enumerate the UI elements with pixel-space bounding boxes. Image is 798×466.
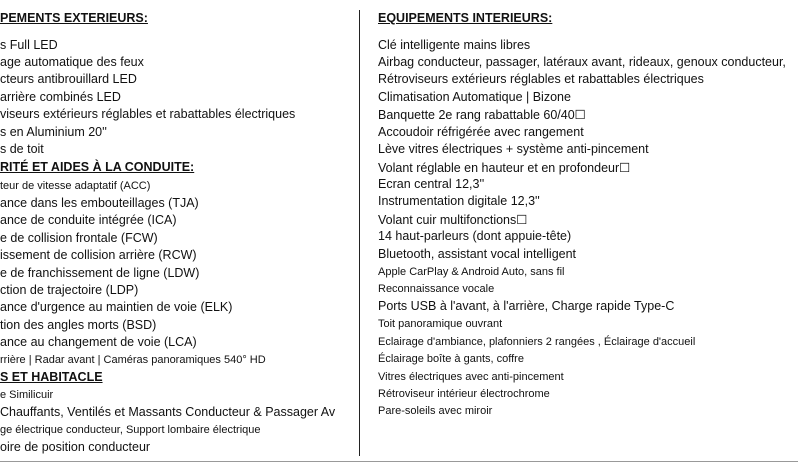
list-item: e de collision frontale (FCW) (0, 231, 158, 245)
list-item: rrière | Radar avant | Caméras panoramiques 540° HD (0, 354, 266, 366)
list-item: 14 haut-parleurs (dont appuie-tête) (378, 229, 572, 243)
list-item: Clé intelligente mains libres (378, 38, 531, 52)
list-item: age automatique des feux (0, 55, 144, 69)
list-item: Vitres électriques avec anti-pincement (378, 371, 564, 383)
list-item: e de franchissement de ligne (LDW) (0, 266, 200, 280)
list-item: ge électrique conducteur, Support lombaire électrique (0, 424, 261, 436)
list-item: Lève vitres électriques + système anti-pincement (378, 142, 649, 156)
list-item: Chauffants, Ventilés et Massants Conducteur & Passager Av (0, 405, 336, 419)
heading-exterior: PEMENTS EXTERIEURS: (0, 11, 148, 25)
list-item: ance de conduite intégrée (ICA) (0, 213, 177, 227)
list-item: Volant réglable en hauteur et en profondeur☐ (378, 161, 631, 175)
list-item: viseurs extérieurs réglables et rabattables électriques (0, 107, 296, 121)
list-item: oire de position conducteur (0, 440, 151, 454)
list-item: Apple CarPlay & Android Auto, sans fil (378, 266, 565, 278)
list-item: ction de trajectoire (LDP) (0, 283, 139, 297)
list-item: s de toit (0, 142, 44, 156)
list-item: Eclairage d'ambiance, plafonniers 2 rangées , Éclairage d'accueil (378, 336, 696, 348)
list-item: tion des angles morts (BSD) (0, 318, 157, 332)
heading-cabin: S ET HABITACLE (0, 370, 103, 384)
list-item: ance dans les embouteillages (TJA) (0, 196, 199, 210)
list-item: Airbag conducteur, passager, latéraux avant, rideaux, genoux conducteur, (378, 55, 786, 69)
heading-safety: RITÉ ET AIDES À LA CONDUITE: (0, 160, 195, 174)
column-divider (359, 10, 360, 456)
list-item: Banquette 2e rang rabattable 60/40☐ (378, 108, 586, 122)
list-item: Volant cuir multifonctions☐ (378, 213, 528, 227)
list-item: Rétroviseurs extérieurs réglables et rabattables électriques (378, 72, 704, 86)
list-item: Climatisation Automatique | Bizone (378, 90, 571, 104)
list-item: ance au changement de voie (LCA) (0, 335, 197, 349)
list-item: Accoudoir réfrigérée avec rangement (378, 125, 584, 139)
list-item: Ecran central 12,3'' (378, 177, 485, 191)
list-item: Bluetooth, assistant vocal intelligent (378, 247, 577, 261)
list-item: s en Aluminium 20'' (0, 125, 107, 139)
list-item: Instrumentation digitale 12,3'' (378, 194, 540, 208)
bottom-border (0, 461, 798, 462)
list-item: e Similicuir (0, 389, 54, 401)
list-item: Rétroviseur intérieur électrochrome (378, 388, 550, 400)
list-item: s Full LED (0, 38, 58, 52)
list-item: teur de vitesse adaptatif (ACC) (0, 180, 151, 192)
heading-interior: EQUIPEMENTS INTERIEURS: (378, 11, 553, 25)
list-item: arrière combinés LED (0, 90, 121, 104)
list-item: issement de collision arrière (RCW) (0, 248, 197, 262)
list-item: cteurs antibrouillard LED (0, 72, 137, 86)
list-item: Éclairage boîte à gants, coffre (378, 353, 524, 365)
list-item: ance d'urgence au maintien de voie (ELK) (0, 300, 233, 314)
list-item: Toit panoramique ouvrant (378, 318, 503, 330)
list-item: Pare-soleils avec miroir (378, 405, 493, 417)
list-item: Reconnaissance vocale (378, 283, 495, 295)
list-item: Ports USB à l'avant, à l'arrière, Charge rapide Type-C (378, 299, 675, 313)
